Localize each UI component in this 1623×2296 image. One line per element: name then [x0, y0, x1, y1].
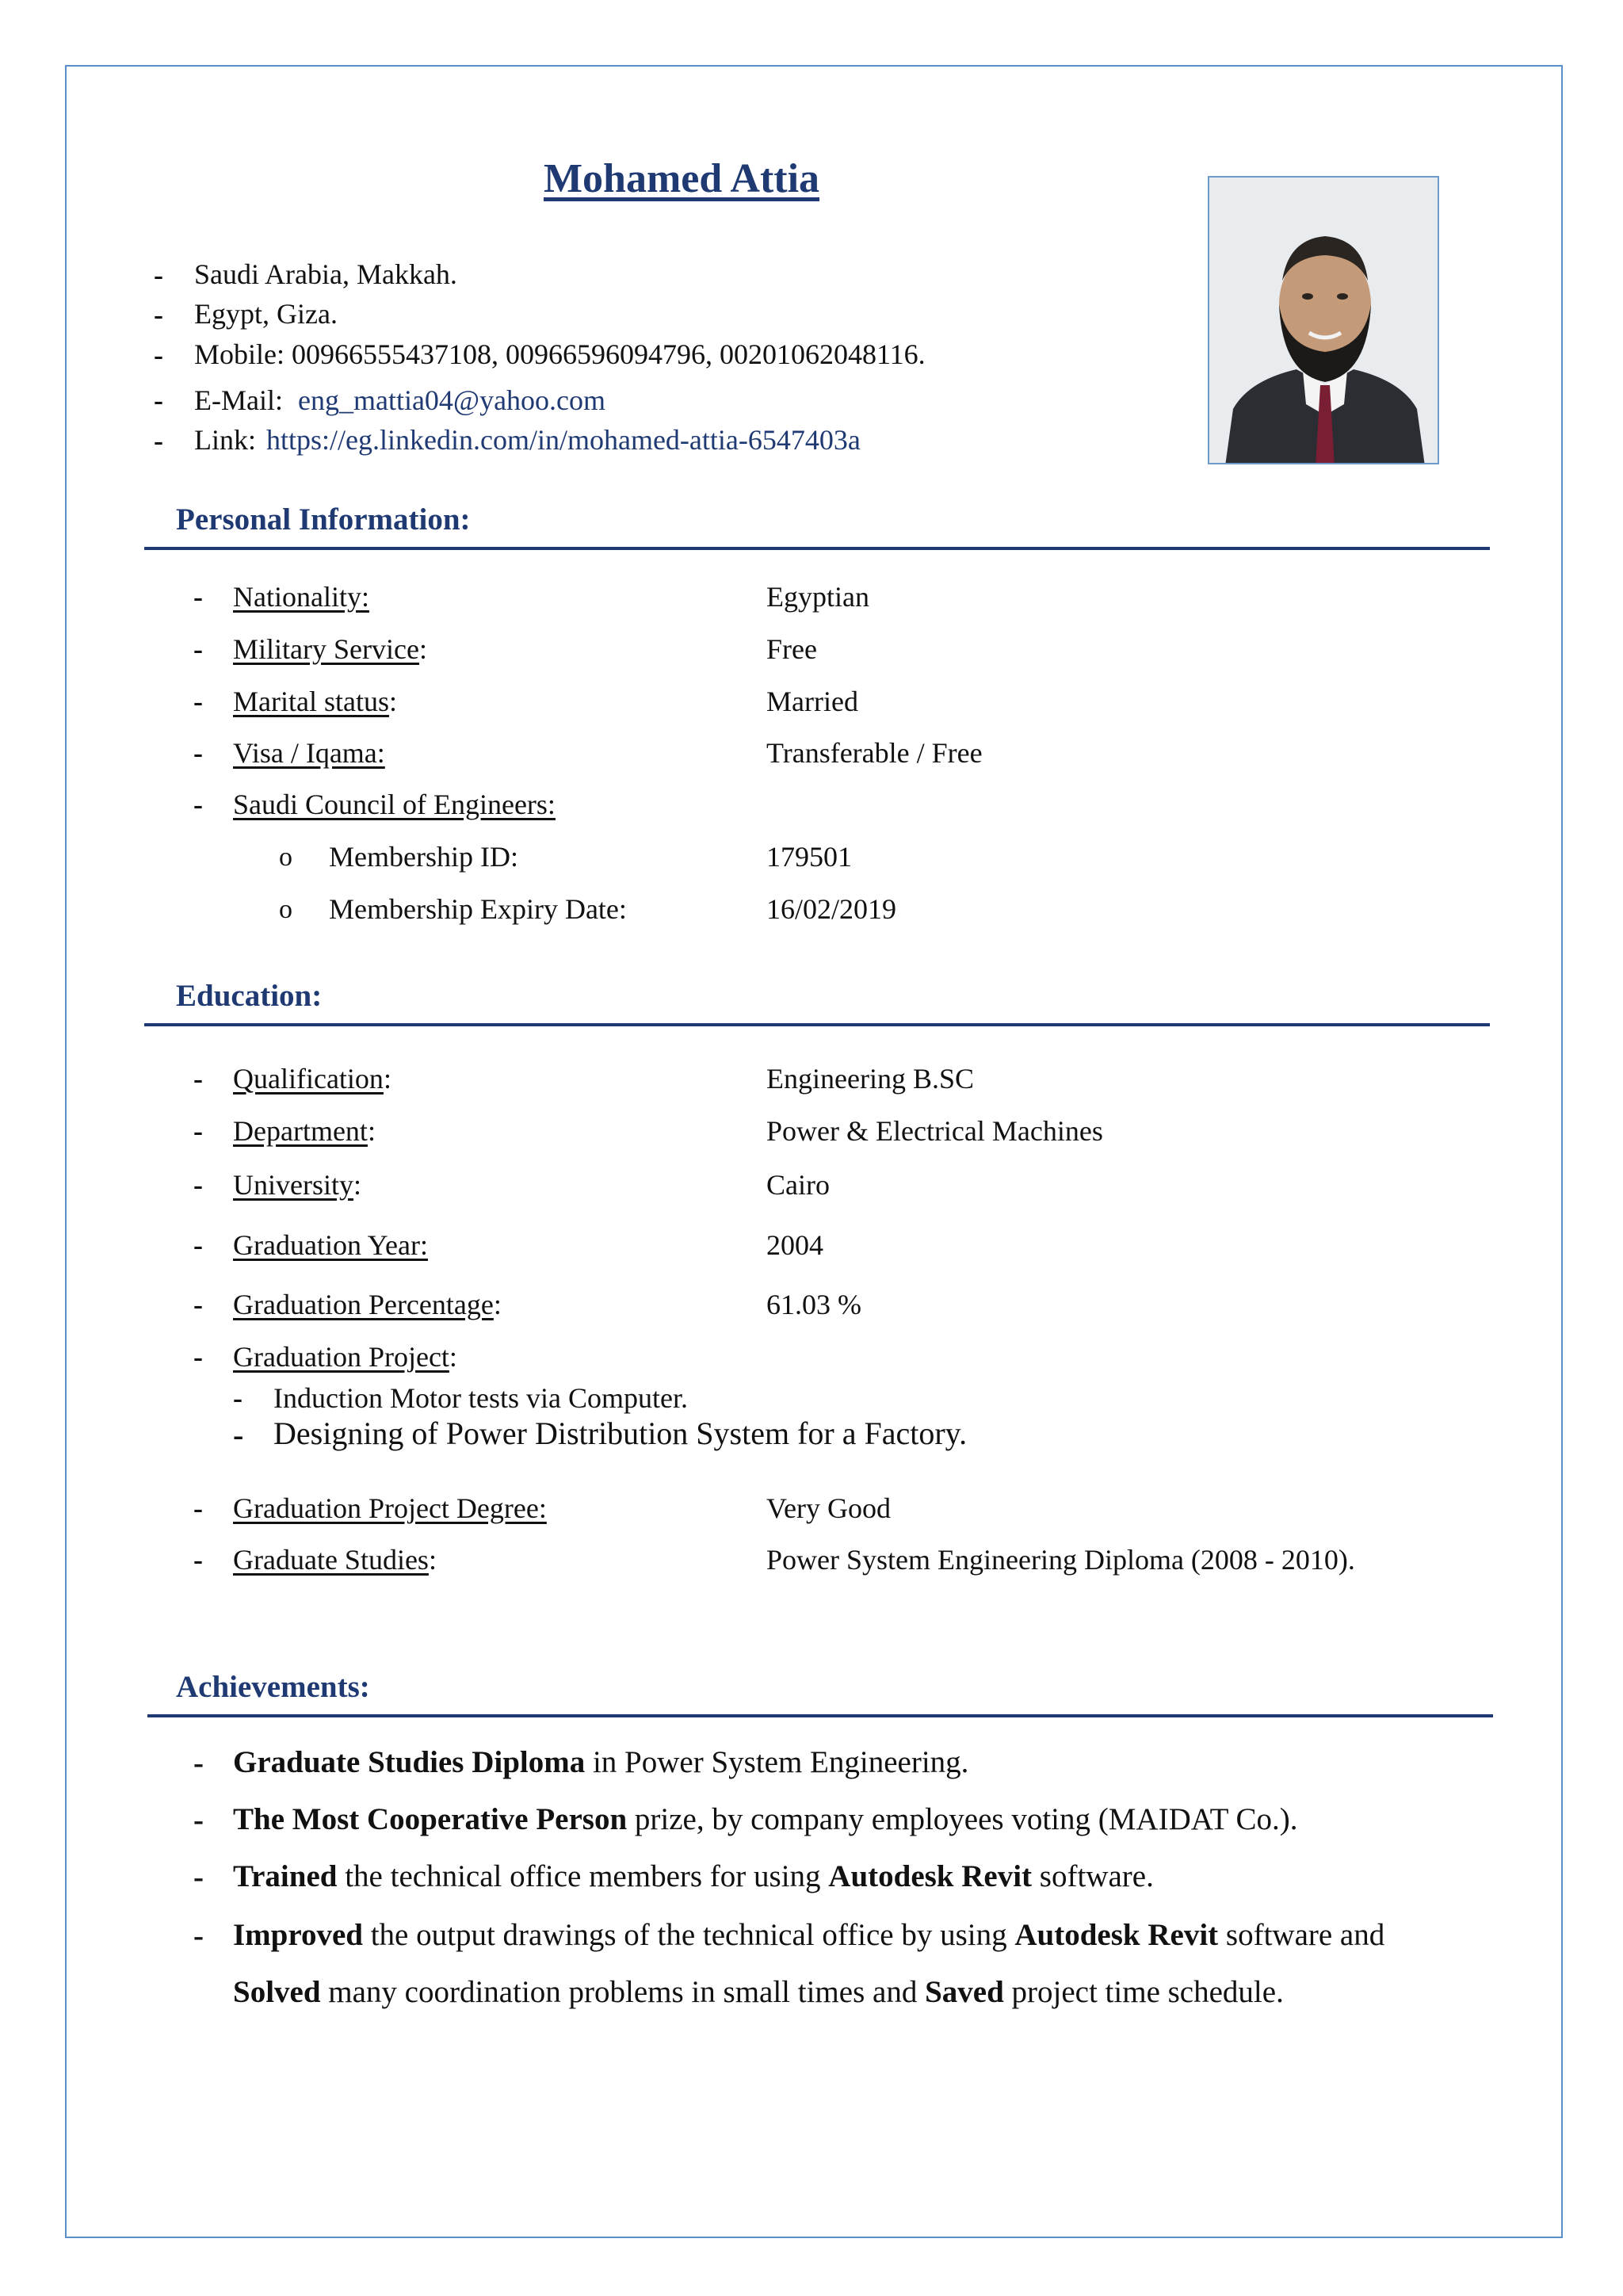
bullet-dash: - — [193, 1063, 203, 1095]
visa-label: Visa / Iqama: — [233, 737, 385, 769]
achievement-item: Graduate Studies Diploma in Power System Engineering. — [233, 1745, 969, 1779]
person-portrait-icon — [1209, 178, 1439, 464]
graduation-year-value: 2004 — [766, 1229, 823, 1261]
marital-value: Married — [766, 686, 858, 717]
candidate-name: Mohamed Attia — [543, 156, 820, 201]
bullet-dash: - — [193, 1115, 203, 1147]
graduation-year-label: Graduation Year: — [233, 1229, 428, 1261]
bullet-dash: - — [193, 1919, 204, 1953]
linkedin-link[interactable]: https://eg.linkedin.com/in/mohamed-attia-6547403a — [266, 424, 861, 456]
bullet-dash: - — [154, 299, 163, 330]
section-divider — [147, 1714, 1493, 1717]
project-item: Designing of Power Distribution System for a Factory. — [273, 1415, 968, 1451]
military-value: Free — [766, 633, 817, 665]
marital-label: Marital status: — [233, 686, 397, 717]
membership-id-label: Membership ID: — [329, 841, 518, 873]
section-divider — [144, 547, 1490, 550]
bullet-dash: - — [193, 633, 203, 665]
link-label: Link: — [194, 424, 263, 456]
bullet-dash: - — [154, 339, 163, 371]
location-egypt: Egypt, Giza. — [194, 298, 338, 330]
profile-photo — [1208, 176, 1439, 464]
military-label: Military Service: — [233, 633, 427, 665]
project-degree-value: Very Good — [766, 1492, 891, 1524]
bullet-dash: - — [193, 581, 203, 613]
membership-id-value: 179501 — [766, 841, 852, 873]
circle-bullet: o — [279, 842, 292, 872]
section-title-achievements: Achievements: — [176, 1670, 370, 1704]
bullet-dash: - — [154, 259, 163, 291]
visa-value: Transferable / Free — [766, 737, 983, 769]
department-label: Department: — [233, 1115, 376, 1147]
council-label: Saudi Council of Engineers: — [233, 789, 556, 820]
section-title-education: Education: — [176, 979, 323, 1013]
bullet-dash: - — [233, 1417, 244, 1453]
bullet-dash: - — [193, 737, 203, 769]
email-link[interactable]: eng_mattia04@yahoo.com — [297, 384, 606, 416]
linkedin-line — [194, 426, 861, 454]
circle-bullet: o — [279, 895, 292, 924]
bullet-dash: - — [193, 1544, 203, 1576]
graduation-project-label: Graduation Project: — [233, 1341, 457, 1373]
project-degree-label: Graduation Project Degree: — [233, 1492, 547, 1524]
university-label: University: — [233, 1169, 361, 1201]
email-line — [194, 386, 605, 415]
graduation-percentage-label: Graduation Percentage: — [233, 1289, 502, 1320]
graduate-studies-label: Graduate Studies: — [233, 1544, 437, 1576]
mobile-numbers: Mobile: 00966555437108, 00966596094796, 00201062048116. — [194, 338, 926, 370]
achievement-item: Trained the technical office members for using Autodesk Revit software. — [233, 1859, 1154, 1893]
qualification-value: Engineering B.SC — [766, 1063, 974, 1095]
membership-expiry-value: 16/02/2019 — [766, 893, 897, 925]
bullet-dash: - — [154, 425, 163, 457]
nationality-value: Egyptian — [766, 581, 869, 613]
achievement-item-continued: Solved many coordination problems in small times and Saved project time schedule. — [233, 1975, 1284, 2009]
email-label: E-Mail: — [194, 384, 290, 416]
bullet-dash: - — [193, 1289, 203, 1320]
bullet-dash: - — [193, 1803, 204, 1837]
bullet-dash: - — [193, 789, 203, 820]
graduate-studies-value: Power System Engineering Diploma (2008 - 2010). — [766, 1544, 1355, 1576]
bullet-dash: - — [193, 1229, 203, 1261]
project-item: Induction Motor tests via Computer. — [273, 1382, 688, 1414]
bullet-dash: - — [193, 1169, 203, 1201]
achievement-item: The Most Cooperative Person prize, by company employees voting (MAIDAT Co.). — [233, 1802, 1298, 1836]
department-value: Power & Electrical Machines — [766, 1115, 1103, 1147]
nationality-label: Nationality: — [233, 581, 369, 613]
section-divider — [144, 1023, 1490, 1026]
achievement-item: Improved the output drawings of the technical office by using Autodesk Revit software and — [233, 1918, 1385, 1952]
bullet-dash: - — [193, 1341, 203, 1373]
section-title-personal: Personal Information: — [176, 502, 471, 537]
qualification-label: Qualification: — [233, 1063, 391, 1095]
bullet-dash: - — [193, 1860, 204, 1894]
graduation-percentage-value: 61.03 % — [766, 1289, 861, 1320]
bullet-dash: - — [193, 1492, 203, 1524]
membership-expiry-label: Membership Expiry Date: — [329, 893, 627, 925]
university-value: Cairo — [766, 1169, 830, 1201]
bullet-dash: - — [154, 384, 163, 416]
location-saudi: Saudi Arabia, Makkah. — [194, 258, 457, 290]
bullet-dash: - — [193, 686, 203, 717]
bullet-dash: - — [193, 1746, 204, 1780]
bullet-dash: - — [233, 1382, 242, 1414]
